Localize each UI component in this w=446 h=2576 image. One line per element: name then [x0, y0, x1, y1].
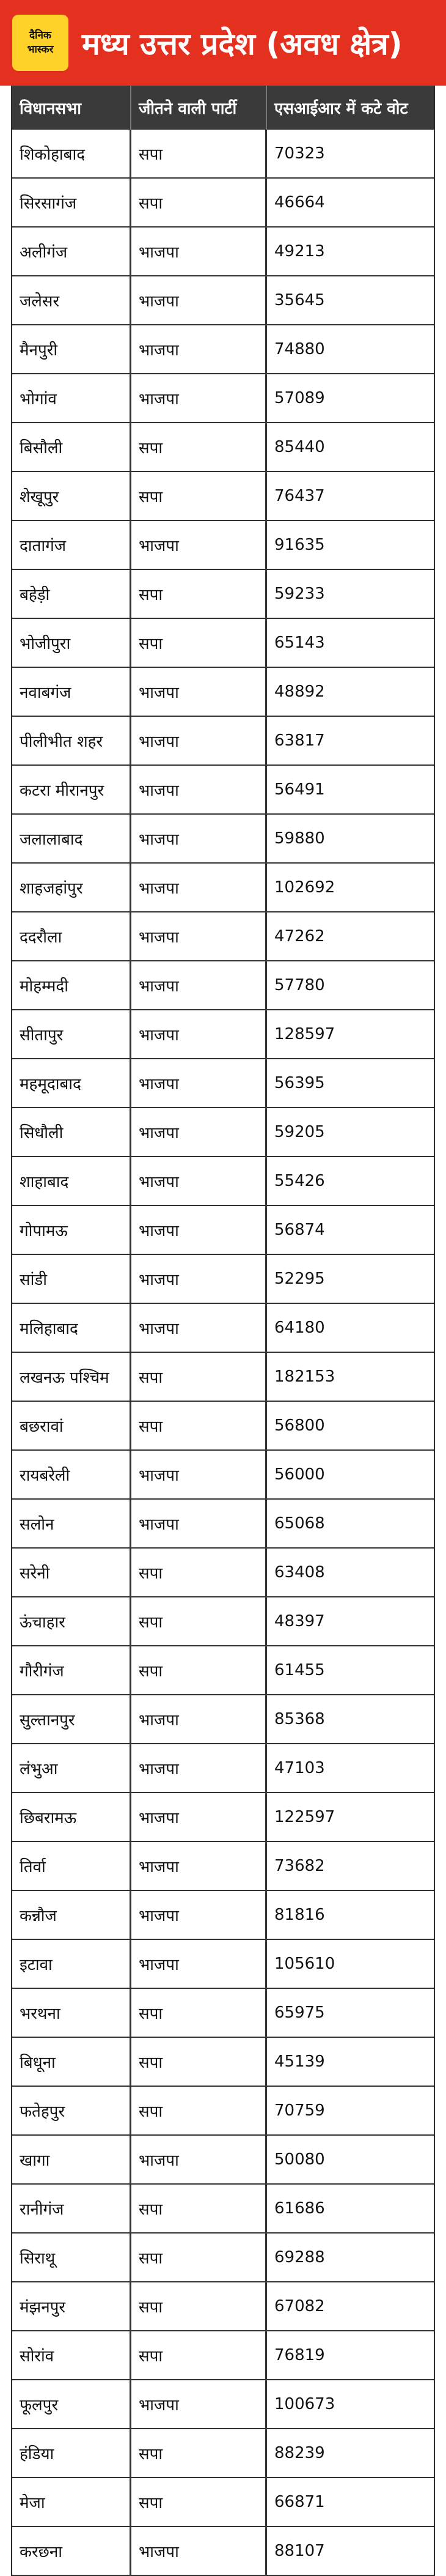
cell-party: सपा	[131, 2478, 267, 2526]
cell-constituency: मंझनपुर	[12, 2282, 131, 2330]
table-row	[12, 130, 434, 179]
cell-party: भाजपा	[131, 1206, 267, 1254]
table-row	[12, 1108, 434, 1157]
table-row	[12, 2478, 434, 2527]
cell-party: भाजपा	[131, 2380, 267, 2428]
cell-constituency: तिर्वा	[12, 1842, 131, 1890]
cell-party: भाजपा	[131, 1842, 267, 1890]
cell-party: भाजपा	[131, 1891, 267, 1939]
cell-votes-removed: 46664	[274, 193, 325, 212]
table-row	[12, 717, 434, 766]
cell-constituency: नवाबगंज	[12, 668, 131, 716]
cell-votes-removed: 65975	[274, 2004, 325, 2022]
cell-constituency: मोहम्मदी	[12, 961, 131, 1009]
cell-party: सपा	[131, 619, 267, 667]
cell-votes-removed: 48397	[274, 1612, 325, 1630]
cell-constituency: अलीगंज	[12, 228, 131, 275]
cell-votes-removed: 56395	[274, 1074, 325, 1092]
cell-constituency: ददरौला	[12, 912, 131, 960]
cell-votes-removed: 59233	[274, 585, 325, 603]
table-row	[12, 2185, 434, 2234]
table-row	[12, 864, 434, 912]
table-row	[12, 1646, 434, 1695]
cell-constituency: सलोन	[12, 1500, 131, 1547]
cell-constituency: बहेड़ी	[12, 570, 131, 618]
cell-party: भाजपा	[131, 2136, 267, 2183]
table-row	[12, 815, 434, 864]
cell-votes-removed: 50080	[274, 2150, 325, 2169]
table-row	[12, 1255, 434, 1304]
table-row	[12, 1059, 434, 1108]
cell-constituency: सांडी	[12, 1255, 131, 1303]
cell-votes-removed: 45139	[274, 2052, 325, 2071]
cell-constituency: छिबरामऊ	[12, 1793, 131, 1841]
cell-constituency: गोपामऊ	[12, 1206, 131, 1254]
table-row	[12, 1597, 434, 1646]
table-row	[12, 423, 434, 472]
cell-party: भाजपा	[131, 1695, 267, 1743]
table-row	[12, 2038, 434, 2087]
cell-party: सपा	[131, 2087, 267, 2134]
cell-party: भाजपा	[131, 815, 267, 862]
table-row	[12, 325, 434, 374]
cell-votes-removed: 70323	[274, 144, 325, 163]
table-row	[12, 521, 434, 570]
cell-votes-removed: 63817	[274, 731, 325, 750]
table-row	[12, 2136, 434, 2185]
cell-votes-removed: 59205	[274, 1123, 325, 1141]
table-row	[12, 2527, 434, 2576]
cell-votes-removed: 57089	[274, 389, 325, 407]
cell-constituency: मैनपुरी	[12, 325, 131, 373]
cell-constituency: सरेनी	[12, 1549, 131, 1596]
cell-constituency: बिसौली	[12, 423, 131, 471]
table-row	[12, 472, 434, 521]
cell-votes-removed: 56800	[274, 1416, 325, 1435]
column-header-winning-party: जीतने वाली पार्टी	[131, 86, 267, 130]
cell-constituency: शेखूपुर	[12, 472, 131, 520]
cell-party: भाजपा	[131, 1793, 267, 1841]
table-row	[12, 1206, 434, 1255]
cell-constituency: बछरावां	[12, 1402, 131, 1449]
cell-party: भाजपा	[131, 374, 267, 422]
cell-party: सपा	[131, 1646, 267, 1694]
cell-votes-removed: 128597	[274, 1025, 335, 1043]
cell-constituency: सुल्तानपुर	[12, 1695, 131, 1743]
cell-votes-removed: 74880	[274, 340, 325, 358]
page-header	[0, 0, 446, 86]
cell-votes-removed: 76819	[274, 2346, 325, 2364]
cell-votes-removed: 105610	[274, 1955, 335, 1973]
cell-votes-removed: 55426	[274, 1172, 325, 1190]
cell-constituency: ऊंचाहार	[12, 1597, 131, 1645]
cell-party: सपा	[131, 130, 267, 177]
cell-party: भाजपा	[131, 521, 267, 569]
cell-party: भाजपा	[131, 1304, 267, 1352]
cell-party: भाजपा	[131, 1940, 267, 1988]
cell-party: सपा	[131, 2234, 267, 2281]
cell-party: सपा	[131, 570, 267, 618]
cell-constituency: मेजा	[12, 2478, 131, 2526]
cell-constituency: रायबरेली	[12, 1451, 131, 1498]
cell-constituency: फूलपुर	[12, 2380, 131, 2428]
table-row	[12, 2282, 434, 2331]
cell-constituency: खागा	[12, 2136, 131, 2183]
cell-constituency: महमूदाबाद	[12, 1059, 131, 1107]
cell-votes-removed: 56491	[274, 780, 325, 799]
cell-votes-removed: 65068	[274, 1514, 325, 1533]
cell-votes-removed: 85440	[274, 438, 325, 456]
cell-party: सपा	[131, 423, 267, 471]
column-header-constituency: विधानसभा	[12, 86, 131, 130]
table-row	[12, 961, 434, 1010]
table-header-row	[12, 86, 434, 130]
table-row	[12, 1695, 434, 1744]
cell-constituency: भोगांव	[12, 374, 131, 422]
cell-votes-removed: 88107	[274, 2542, 325, 2560]
cell-votes-removed: 182153	[274, 1368, 335, 1386]
table-row	[12, 1793, 434, 1842]
cell-constituency: सिरसागंज	[12, 179, 131, 226]
cell-party: सपा	[131, 1549, 267, 1596]
cell-party: भाजपा	[131, 1157, 267, 1205]
cell-votes-removed: 64180	[274, 1319, 325, 1337]
cell-constituency: पीलीभीत शहर	[12, 717, 131, 764]
cell-votes-removed: 47262	[274, 927, 325, 946]
column-header-votes-removed: एसआईआर में कटे वोट	[274, 100, 408, 118]
cell-party: भाजपा	[131, 1059, 267, 1107]
cell-constituency: सिराथू	[12, 2234, 131, 2281]
table-row	[12, 668, 434, 717]
cell-constituency: लखनऊ पश्चिम	[12, 1353, 131, 1401]
cell-constituency: सीतापुर	[12, 1010, 131, 1058]
cell-constituency: शाहाबाद	[12, 1157, 131, 1205]
cell-votes-removed: 57780	[274, 976, 325, 994]
table-row	[12, 2234, 434, 2282]
cell-party: भाजपा	[131, 1500, 267, 1547]
cell-constituency: मलिहाबाद	[12, 1304, 131, 1352]
cell-votes-removed: 48892	[274, 683, 325, 701]
cell-constituency: शिकोहाबाद	[12, 130, 131, 177]
cell-party: भाजपा	[131, 717, 267, 764]
cell-votes-removed: 73682	[274, 1857, 325, 1875]
cell-votes-removed: 76437	[274, 487, 325, 505]
table-row	[12, 1157, 434, 1206]
table-row	[12, 1744, 434, 1793]
table-row	[12, 1402, 434, 1451]
cell-party: सपा	[131, 2185, 267, 2232]
cell-party: भाजपा	[131, 766, 267, 813]
cell-constituency: भरथना	[12, 1989, 131, 2037]
table-row	[12, 179, 434, 228]
table-row	[12, 276, 434, 325]
cell-party: सपा	[131, 2282, 267, 2330]
cell-votes-removed: 56874	[274, 1221, 325, 1239]
cell-constituency: कन्नौज	[12, 1891, 131, 1939]
cell-constituency: दातागंज	[12, 521, 131, 569]
table-row	[12, 1304, 434, 1353]
table-row	[12, 1842, 434, 1891]
cell-votes-removed: 66871	[274, 2493, 325, 2511]
cell-votes-removed: 59880	[274, 829, 325, 848]
cell-party: भाजपा	[131, 1010, 267, 1058]
cell-constituency: बिधूना	[12, 2038, 131, 2086]
cell-party: भाजपा	[131, 1255, 267, 1303]
table-row	[12, 1891, 434, 1940]
constituency-table	[11, 86, 435, 2576]
cell-party: सपा	[131, 2429, 267, 2477]
cell-constituency: कटरा मीरानपुर	[12, 766, 131, 813]
table-row	[12, 570, 434, 619]
cell-constituency: लंभुआ	[12, 1744, 131, 1792]
cell-votes-removed: 70759	[274, 2101, 325, 2120]
table-row	[12, 2331, 434, 2380]
cell-party: भाजपा	[131, 228, 267, 275]
table-row	[12, 766, 434, 815]
cell-party: भाजपा	[131, 276, 267, 324]
table-row	[12, 1989, 434, 2038]
cell-party: सपा	[131, 472, 267, 520]
cell-votes-removed: 85368	[274, 1710, 325, 1728]
table-row	[12, 2087, 434, 2136]
cell-votes-removed: 65143	[274, 634, 325, 652]
table-row	[12, 1010, 434, 1059]
cell-constituency: जलेसर	[12, 276, 131, 324]
cell-constituency: रानीगंज	[12, 2185, 131, 2232]
cell-party: भाजपा	[131, 668, 267, 716]
cell-votes-removed: 61455	[274, 1661, 325, 1679]
cell-votes-removed: 122597	[274, 1808, 335, 1826]
cell-party: भाजपा	[131, 1451, 267, 1498]
table-row	[12, 1353, 434, 1402]
page-title: मध्य उत्तर प्रदेश (अवध क्षेत्र)	[82, 26, 403, 62]
cell-party: सपा	[131, 179, 267, 226]
cell-party: भाजपा	[131, 1108, 267, 1156]
table-row	[12, 912, 434, 961]
cell-constituency: सोरांव	[12, 2331, 131, 2379]
cell-constituency: फतेहपुर	[12, 2087, 131, 2134]
logo-line-1: दैनिक	[29, 29, 51, 42]
cell-votes-removed: 56000	[274, 1465, 325, 1484]
cell-party: भाजपा	[131, 864, 267, 911]
dainik-bhaskar-logo	[12, 15, 68, 71]
cell-party: सपा	[131, 2331, 267, 2379]
cell-constituency: इटावा	[12, 1940, 131, 1988]
cell-constituency: शाहजहांपुर	[12, 864, 131, 911]
cell-constituency: करछना	[12, 2527, 131, 2575]
cell-votes-removed: 61686	[274, 2199, 325, 2218]
cell-party: सपा	[131, 1353, 267, 1401]
cell-votes-removed: 100673	[274, 2395, 335, 2413]
table-row	[12, 228, 434, 276]
cell-votes-removed: 81816	[274, 1906, 325, 1924]
cell-votes-removed: 52295	[274, 1270, 325, 1288]
cell-votes-removed: 35645	[274, 291, 325, 309]
cell-party: भाजपा	[131, 912, 267, 960]
cell-party: सपा	[131, 1989, 267, 2037]
table-row	[12, 1940, 434, 1989]
cell-constituency: भोजीपुरा	[12, 619, 131, 667]
table-row	[12, 2429, 434, 2478]
cell-votes-removed: 69288	[274, 2248, 325, 2267]
cell-votes-removed: 91635	[274, 536, 325, 554]
table-row	[12, 619, 434, 668]
table-row	[12, 1451, 434, 1500]
cell-votes-removed: 63408	[274, 1563, 325, 1582]
cell-votes-removed: 49213	[274, 242, 325, 261]
cell-votes-removed: 67082	[274, 2297, 325, 2315]
table-row	[12, 1549, 434, 1597]
cell-votes-removed: 47103	[274, 1759, 325, 1777]
cell-party: सपा	[131, 1597, 267, 1645]
cell-votes-removed: 88239	[274, 2444, 325, 2462]
cell-constituency: गौरीगंज	[12, 1646, 131, 1694]
cell-constituency: जलालाबाद	[12, 815, 131, 862]
cell-party: भाजपा	[131, 2527, 267, 2575]
table-row	[12, 2380, 434, 2429]
cell-constituency: हंडिया	[12, 2429, 131, 2477]
cell-party: सपा	[131, 1402, 267, 1449]
logo-line-2: भास्कर	[27, 43, 54, 56]
cell-party: भाजपा	[131, 1744, 267, 1792]
cell-party: सपा	[131, 2038, 267, 2086]
table-row	[12, 1500, 434, 1549]
cell-constituency: सिधौली	[12, 1108, 131, 1156]
cell-party: भाजपा	[131, 961, 267, 1009]
cell-party: भाजपा	[131, 325, 267, 373]
cell-votes-removed: 102692	[274, 878, 335, 897]
table-row	[12, 374, 434, 423]
